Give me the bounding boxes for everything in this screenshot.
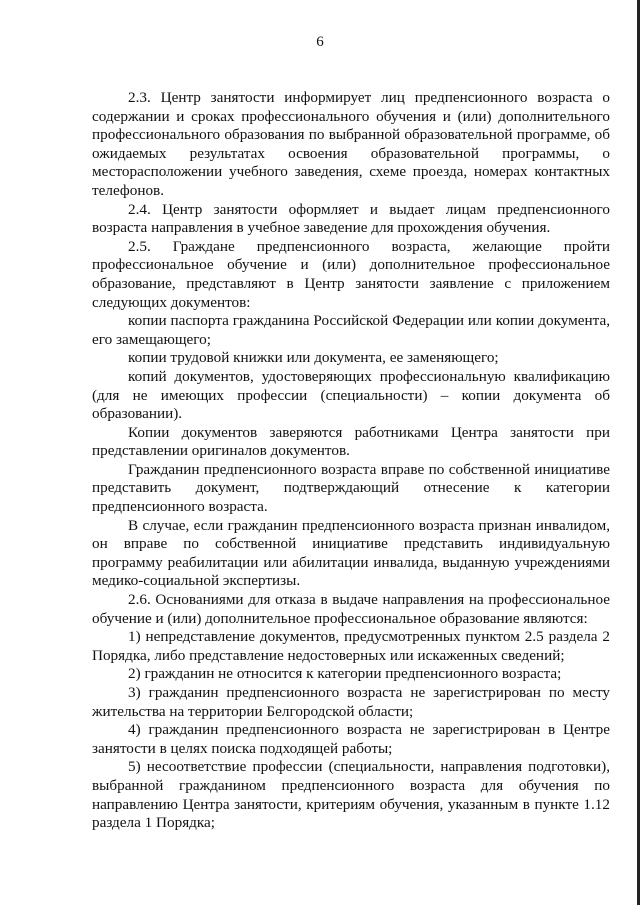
paragraph-2-4: 2.4. Центр занятости оформляет и выдает лицам предпенсионного возраста направления в учебное заведение для прохождения обучения. — [92, 200, 610, 237]
refusal-reason-5: 5) несоответствие профессии (специальности, направления подготовки), выбранной гражданином предпенсионного возраста для обучения по направлению Центра занятости, критериям обучения, указанным в пункте 1.12 раздела 1 Порядка; — [92, 758, 610, 832]
paragraph-2-3: 2.3. Центр занятости информирует лиц предпенсионного возраста о содержании и сроках профессионального обучения и (или) дополнительного профессионального образования по выбранной образовательной программе, об ожидаемых результатах освоения образовательной программы, о месторасположении учебного заведения, схеме проезда, номерах контактных телефонов. — [92, 89, 610, 199]
refusal-reason-2: 2) гражданин не относится к категории предпенсионного возраста; — [128, 665, 562, 683]
paragraph-pre-retirement-proof: Гражданин предпенсионного возраста вправе по собственной инициативе представить документ, подтверждающий отнесение к категории предпенсионного возраста. — [92, 460, 610, 516]
paragraph-disability: В случае, если гражданин предпенсионного возраста признан инвалидом, он вправе по собственной инициативе представить индивидуальную программу реабилитации или абилитации инвалида, выданную учреждениями медико-социальной экспертизы. — [92, 516, 610, 590]
paragraph-2-5: 2.5. Граждане предпенсионного возраста, желающие пройти профессиональное обучение и (или) дополнительное профессиональное образование, представляют в Центр занятости заявление с приложением следующих документов: — [92, 237, 610, 311]
document-body — [92, 89, 610, 833]
page-number: 6 — [316, 34, 324, 50]
paragraph-copies-certified: Копии документов заверяются работниками Центра занятости при представлении оригиналов документов. — [92, 423, 610, 460]
document-item-passport: копии паспорта гражданина Российской Федерации или копии документа, его замещающего; — [92, 312, 610, 348]
document-item-qualification: копий документов, удостоверяющих профессиональную квалификацию (для не имеющих профессии (специальности) – копии документа об образовании). — [92, 367, 610, 423]
refusal-reason-3: 3) гражданин предпенсионного возраста не зарегистрирован по месту жительства на территории Белгородской области; — [92, 684, 610, 720]
refusal-reason-1: 1) непредставление документов, предусмотренных пунктом 2.5 раздела 2 Порядка, либо представление недостоверных или искаженных сведений; — [92, 628, 610, 664]
paragraph-2-6: 2.6. Основаниями для отказа в выдаче направления на профессиональное обучение и (или) дополнительное профессиональное образование являются: — [92, 591, 610, 627]
document-item-workbook: копии трудовой книжки или документа, ее заменяющего; — [128, 349, 499, 367]
refusal-reason-4: 4) гражданин предпенсионного возраста не зарегистрирован в Центре занятости в целях поиска подходящей работы; — [92, 721, 610, 757]
